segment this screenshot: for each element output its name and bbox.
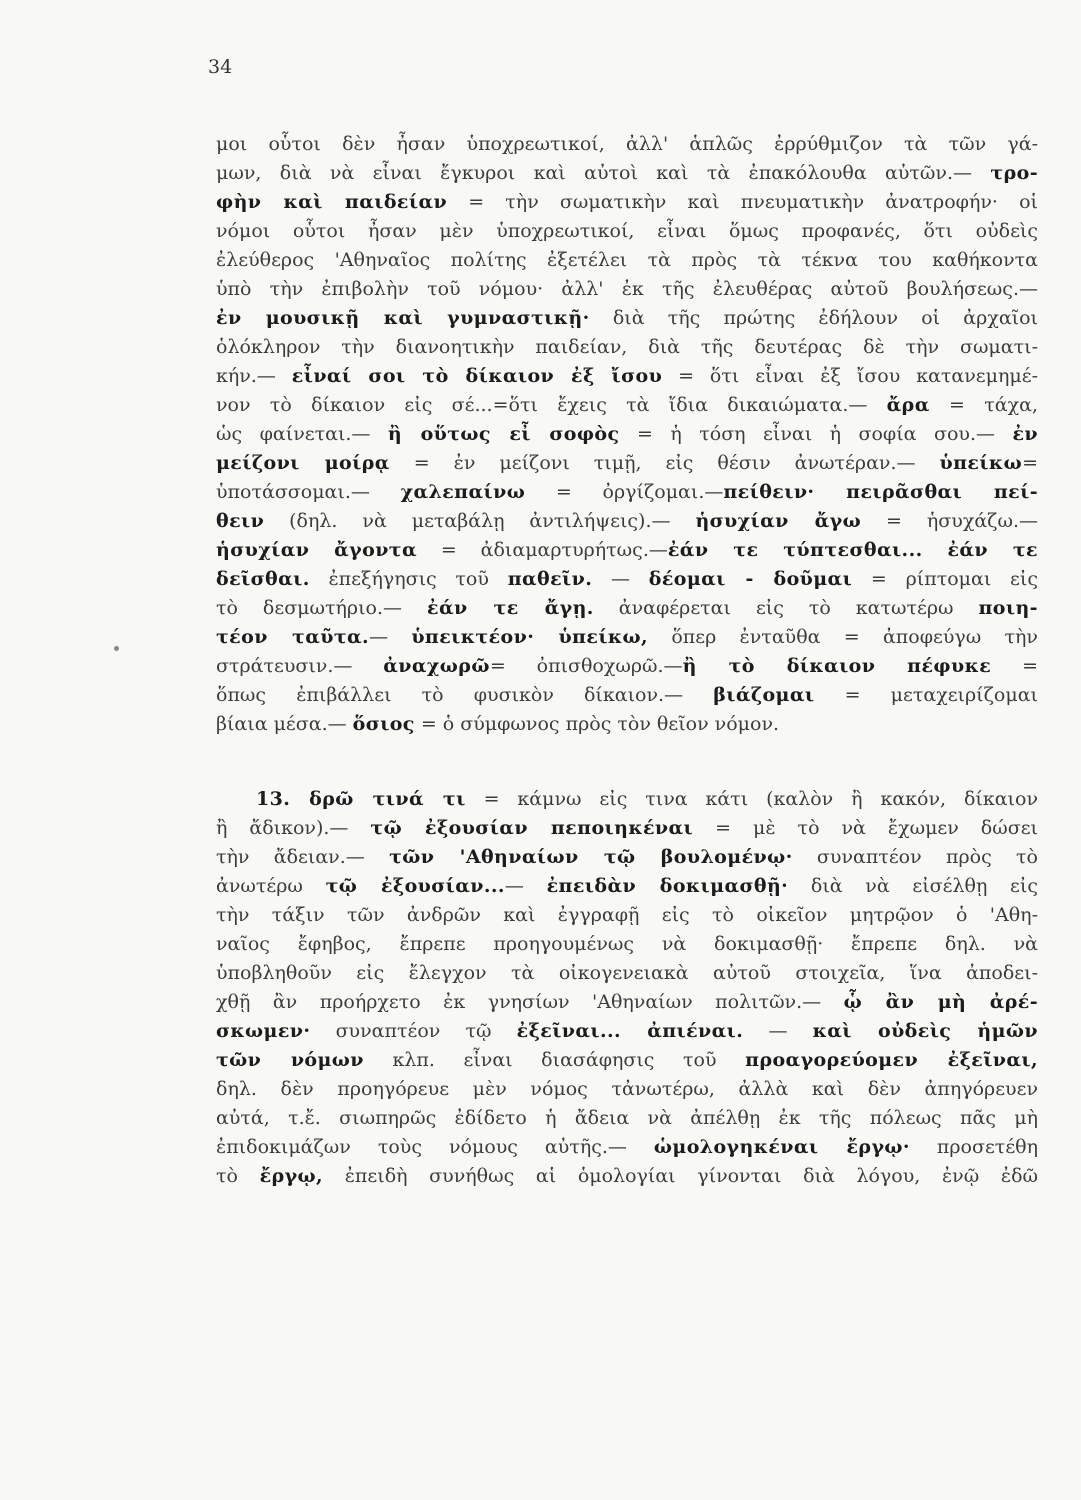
text-segment: δηλ. δὲν προηγόρευε μὲν νόμος τἀνωτέρω, ἀλλὰ καὶ δὲν ἀπηγόρευεν xyxy=(216,1078,1038,1100)
text-segment: — xyxy=(369,626,412,648)
bold-term: ὑπεικτέον· ὑπείκω, xyxy=(411,626,649,648)
bold-term: χαλεπαίνω xyxy=(400,481,526,503)
text-line xyxy=(216,275,1038,304)
bold-term: φὴν καὶ παιδείαν xyxy=(216,191,448,213)
text-segment: νόμοι οὗτοι ἦσαν μὲν ὑποχρεωτικοί, εἶναι ὅμως προφανές, ὅτι οὐδεὶς xyxy=(216,220,1038,242)
text-segment: = τάχα, xyxy=(929,394,1038,416)
text-segment: ὑποβληθοῦν εἰς ἔλεγχον τὰ οἰκογενειακὰ αὐτοῦ στοιχεῖα, ἵνα ἀποδει- xyxy=(216,962,1038,984)
bold-term: ὑπείκω xyxy=(939,452,1023,474)
text-segment: = τὴν σωματικὴν καὶ πνευματικὴν ἀνατροφήν· οἱ xyxy=(447,191,1038,213)
bold-term: τῷ ἐξουσίαν πεποιηκέναι xyxy=(370,817,694,839)
bold-term: ᾧ ἂν μὴ ἀρέ- xyxy=(843,991,1038,1013)
text-segment: = ἀδιαμαρτυρήτως.— xyxy=(416,539,668,561)
bold-term: πείθειν· πειρᾶσθαι πεί- xyxy=(723,481,1038,503)
bold-term: τῶν 'Αθηναίων τῷ βουλομένῳ· xyxy=(389,846,793,868)
text-line xyxy=(216,130,1038,159)
bold-term: ποιη- xyxy=(978,597,1038,619)
bold-term: σκωμεν· xyxy=(216,1020,311,1042)
bold-term: ἐν xyxy=(1012,423,1039,445)
bold-term: θειν xyxy=(216,510,265,532)
text-segment: ὑπὸ τὴν ἐπιβολὴν τοῦ νόμου· ἀλλ' ἐκ τῆς ἐλευθέρας αὐτοῦ βουλήσεως.— xyxy=(216,278,1038,300)
text-line xyxy=(216,901,1038,930)
text-line xyxy=(216,1017,1038,1046)
text-line xyxy=(216,843,1038,872)
bold-term: τρο- xyxy=(990,162,1038,184)
text-segment: = ὅτι εἶναι ἐξ ἴσου κατανεμημέ- xyxy=(662,365,1038,387)
text-segment: ὅπως ἐπιβάλλει τὸ φυσικὸν δίκαιον.— xyxy=(216,684,714,706)
bold-term: ἄρα xyxy=(886,394,930,416)
text-line xyxy=(216,536,1038,565)
text-segment: ὑποτάσσομαι.— xyxy=(216,481,401,503)
text-segment: μοι οὗτοι δὲν ἦσαν ὑποχρεωτικοί, ἀλλ' ἁπλῶς ἐρρύθμιζον τὰ τῶν γά- xyxy=(216,133,1038,155)
margin-dot xyxy=(114,646,119,651)
page-text xyxy=(216,130,1038,1191)
bold-term: 13. δρῶ τινά τι xyxy=(256,788,466,810)
page-number: 34 xyxy=(208,56,233,78)
text-line xyxy=(216,362,1038,391)
text-segment: = ὀπισθοχωρῶ.— xyxy=(489,655,683,677)
text-segment: βίαια μέσα.— xyxy=(216,713,353,735)
text-line xyxy=(216,1162,1038,1191)
text-line xyxy=(216,304,1038,333)
text-line xyxy=(216,710,1038,739)
text-segment: = μὲ τὸ νὰ ἔχωμεν δώσει xyxy=(693,817,1039,839)
bold-term: ἐάν τε τύπτεσθαι... ἐάν τε xyxy=(667,539,1038,561)
text-line xyxy=(216,785,1038,814)
text-segment: ἐλεύθερος 'Αθηναῖος πολίτης ἐξετέλει τὰ πρὸς τὰ τέκνα του καθήκοντα xyxy=(216,249,1038,271)
text-segment: διὰ νὰ εἰσέλθῃ εἰς xyxy=(788,875,1038,897)
text-segment: ὅπερ ἐνταῦθα = ἀποφεύγω τὴν xyxy=(648,626,1038,648)
text-line xyxy=(216,478,1038,507)
text-segment: ἀναφέρεται εἰς τὸ κατωτέρω xyxy=(593,597,979,619)
text-line xyxy=(216,1075,1038,1104)
text-segment: συναπτέον πρὸς τὸ xyxy=(792,846,1038,868)
text-segment: = ἐν μείζονι τιμῇ, εἰς θέσιν ἀνωτέραν.— xyxy=(389,452,940,474)
text-segment: (δηλ. νὰ μεταβάλῃ ἀντιλήψεις).— xyxy=(264,510,696,532)
bold-term: δεῖσθαι. xyxy=(216,568,310,590)
text-segment: προσετέθη xyxy=(909,1136,1038,1158)
text-line xyxy=(216,594,1038,623)
text-segment: = xyxy=(1022,452,1038,474)
text-segment: = ρίπτομαι εἰς xyxy=(852,568,1038,590)
text-segment: ὡς φαίνεται.— xyxy=(216,423,388,445)
text-segment: συναπτέον τῷ xyxy=(310,1020,517,1042)
text-segment: τὸ xyxy=(216,1165,260,1187)
text-segment: διὰ τῆς πρώτης ἐδήλουν οἱ ἀρχαῖοι xyxy=(589,307,1038,329)
bold-term: δέομαι - δοῦμαι xyxy=(648,568,853,590)
bold-term: ἢ οὕτως εἶ σοφὸς xyxy=(387,423,620,445)
bold-term: προαγορεύομεν ἐξεῖναι, xyxy=(745,1049,1038,1071)
bold-term: τῷ ἐξουσίαν... xyxy=(325,875,505,897)
text-line xyxy=(216,814,1038,843)
text-segment: = xyxy=(991,655,1038,677)
text-line xyxy=(216,188,1038,217)
text-segment: ἀνωτέρω xyxy=(216,875,326,897)
bold-term: μείζονι μοίρᾳ xyxy=(216,452,390,474)
text-segment: κλπ. εἶναι διασάφησις τοῦ xyxy=(363,1049,746,1071)
text-segment: τὴν τάξιν τῶν ἀνδρῶν καὶ ἐγγραφῇ εἰς τὸ οἰκεῖον μητρῷον ὁ 'Αθη- xyxy=(216,904,1038,926)
bold-term: ἐάν τε ἄγῃ. xyxy=(427,597,594,619)
text-line xyxy=(216,652,1038,681)
text-segment: = ἡσυχάζω.— xyxy=(861,510,1038,532)
text-line xyxy=(216,1046,1038,1075)
text-line xyxy=(216,420,1038,449)
bold-term: ἐν μουσικῇ καὶ γυμναστικῇ· xyxy=(216,307,590,329)
text-segment: τὸ δεσμωτήριο.— xyxy=(216,597,428,619)
bold-term: τέον ταῦτα. xyxy=(216,626,370,648)
text-segment: = ἡ τόση εἶναι ἡ σοφία σου.— xyxy=(619,423,1013,445)
text-segment: χθῇ ἂν προήρχετο ἐκ γνησίων 'Αθηναίων πολιτῶν.— xyxy=(216,991,844,1013)
text-segment: τὴν ἄδειαν.— xyxy=(216,846,390,868)
text-line xyxy=(216,681,1038,710)
text-segment: κήν.— xyxy=(216,365,292,387)
text-line xyxy=(216,623,1038,652)
text-segment: ὁλόκληρον τὴν διανοητικὴν παιδείαν, διὰ τῆς δευτέρας δὲ τὴν σωματι- xyxy=(216,336,1038,358)
text-segment: = ὀργίζομαι.— xyxy=(525,481,724,503)
bold-term: ἔργῳ, xyxy=(259,1165,324,1187)
text-segment: = κάμνω εἰς τινα κάτι (καλὸν ἢ κακόν, δίκαιον xyxy=(465,788,1038,810)
text-line xyxy=(216,872,1038,901)
text-segment: ἢ ἄδικον).— xyxy=(216,817,371,839)
text-segment: αὐτά, τ.ἔ. σιωπηρῶς ἐδίδετο ἡ ἄδεια νὰ ἀπέλθῃ ἐκ τῆς πόλεως πᾶς μὴ xyxy=(216,1107,1038,1129)
text-line xyxy=(216,391,1038,420)
text-line xyxy=(216,565,1038,594)
text-segment: — xyxy=(504,875,547,897)
text-segment: — xyxy=(592,568,649,590)
text-line xyxy=(216,217,1038,246)
text-line xyxy=(216,988,1038,1017)
bold-term: βιάζομαι xyxy=(713,684,815,706)
text-line xyxy=(216,930,1038,959)
text-segment: ἐπιδοκιμάζων τοὺς νόμους αὐτῆς.— xyxy=(216,1136,654,1158)
text-line xyxy=(216,1133,1038,1162)
text-segment: ἐπεξήγησις τοῦ xyxy=(309,568,508,590)
bold-term: ἡσυχίαν ἄγοντα xyxy=(216,539,417,561)
text-line xyxy=(216,449,1038,478)
text-line xyxy=(216,1104,1038,1133)
bold-term: παθεῖν. xyxy=(507,568,593,590)
bold-term: ἢ τὸ δίκαιον πέφυκε xyxy=(682,655,992,677)
bold-term: ἐξεῖναι... ἀπιέναι. xyxy=(516,1020,744,1042)
text-line xyxy=(216,246,1038,275)
text-segment: νον τὸ δίκαιον εἰς σέ...=ὅτι ἔχεις τὰ ἴδια δικαιώματα.— xyxy=(216,394,887,416)
bold-term: τῶν νόμων xyxy=(216,1049,364,1071)
bold-term: εἶναί σοι τὸ δίκαιον ἐξ ἴσου xyxy=(291,365,663,387)
bold-term: καὶ οὐδεὶς ἡμῶν xyxy=(812,1020,1039,1042)
bold-term: ἡσυχίαν ἄγω xyxy=(695,510,862,532)
text-segment: στράτευσιν.— xyxy=(216,655,384,677)
text-line xyxy=(216,159,1038,188)
text-segment: ἐπειδὴ συνήθως αἱ ὁμολογίαι γίνονται διὰ λόγου, ἐνῷ ἐδῶ xyxy=(323,1165,1039,1187)
text-segment: — xyxy=(743,1020,813,1042)
text-segment: = ὁ σύμφωνος πρὸς τὸν θεῖον νόμον. xyxy=(414,713,780,735)
text-segment: μων, διὰ νὰ εἶναι ἔγκυροι καὶ αὐτοὶ καὶ τὰ ἐπακόλουθα αὐτῶν.— xyxy=(216,162,991,184)
bold-term: ὅσιος xyxy=(352,713,415,735)
bold-term: ἐπειδὰν δοκιμασθῇ· xyxy=(546,875,789,897)
text-line xyxy=(216,333,1038,362)
bold-term: ὡμολογηκέναι ἔργῳ· xyxy=(653,1136,910,1158)
bold-term: ἀναχωρῶ xyxy=(383,655,490,677)
text-line xyxy=(216,959,1038,988)
text-segment: = μεταχειρίζομαι xyxy=(814,684,1038,706)
text-line xyxy=(216,507,1038,536)
text-segment: ναῖος ἔφηβος, ἔπρεπε προηγουμένως νὰ δοκιμασθῇ· ἔπρεπε δηλ. νὰ xyxy=(216,933,1038,955)
